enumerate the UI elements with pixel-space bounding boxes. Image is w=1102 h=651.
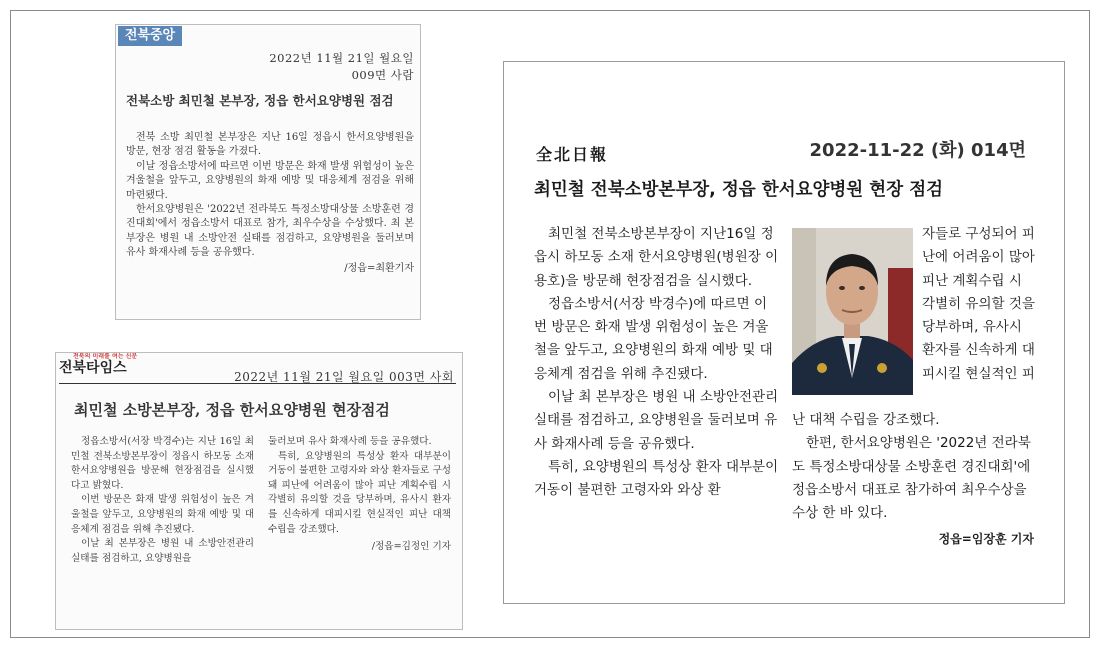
byline: /정읍=김정인 기자 [371, 541, 451, 553]
paragraph: 정읍소방서(서장 박경수)는 지난 16일 최민철 전북소방본부장이 정읍시 하모동 소재 한서요양병원을 방문해 현장점검을 실시했다고 밝혔다. [71, 436, 254, 491]
byline: /정읍=최환기자 [344, 262, 414, 274]
paragraph: 둘러보며 유사 화재사례 등을 공유했다. [268, 436, 432, 447]
article-body [126, 131, 414, 276]
news-clip-jeonbuk-jungang [115, 24, 421, 320]
page-section: 009면 사람 [351, 68, 414, 82]
publication-date: 2022년 11월 21일 월요일 003면 사회 [234, 370, 454, 384]
paragraph: 특히, 요양병원의 특성상 환자 대부분이 거동이 불편한 고령자와 와상 환 [534, 458, 779, 499]
article-body-lower [792, 409, 1037, 525]
newspaper-logo: 全北日報 [536, 145, 609, 164]
header-rule [59, 383, 456, 384]
paragraph: 이날 정읍소방서에 따르면 이번 방문은 화재 발생 위험성이 높은 겨울철을 앞두고, 요양병원의 화재 예방 및 대응체계 점검을 위해 마련됐다. [126, 160, 414, 201]
logo-tagline: 전북의 미래를 여는 신문 [73, 353, 138, 360]
news-clip-jeonbuk-ilbo [503, 61, 1065, 604]
article-headline: 최민철 소방본부장, 정읍 한서요양병원 현장점검 [74, 401, 390, 419]
column-1 [71, 435, 254, 566]
paragraph: 난 대책 수립을 강조했다. [792, 412, 940, 428]
article-body-left [534, 223, 779, 503]
portrait-image [792, 228, 913, 395]
date-line: 2022년 11월 21일 월요일 [269, 51, 414, 65]
paragraph: 전북 소방 최민철 본부장은 지난 16일 정읍시 한서요양병원을 방문, 현장 점검 활동을 가졌다. [126, 132, 414, 158]
publication-date [269, 50, 414, 84]
paragraph: 이날 최 본부장은 병원 내 소방안전관리 실태를 점검하고, 요양병원을 [71, 538, 254, 564]
publication-date: 2022-11-22 (화) 014면 [809, 140, 1026, 161]
newspaper-logo: 전북중앙 [118, 26, 182, 46]
logo-text: 전북타임스 [59, 360, 127, 376]
paragraph: 정읍소방서(서장 박경수)에 따르면 이번 방문은 화재 발생 위험성이 높은 겨울철을 앞두고, 요양병원의 화재 예방 및 대응체계 점검을 위해 추진됐다. [534, 295, 773, 382]
article-headline: 전북소방 최민철 본부장, 정읍 한서요양병원 점검 [126, 93, 394, 108]
news-clip-jeonbuk-times [55, 352, 463, 630]
article-body-right: 자들로 구성되어 피난에 어려움이 많아 피난 계획수립 시 각별히 유의할 것을 당부하며, 유사시 환자를 신속하게 대피시킬 현실적인 피 [922, 226, 1035, 382]
article-headline: 최민철 전북소방본부장, 정읍 한서요양병원 현장 점검 [534, 180, 944, 200]
paragraph: 한편, 한서요양병원은 '2022년 전라북도 특정소방대상물 소방훈련 경진대회'에 정읍소방서 대표로 참가하여 최우수상을 수상 한 바 있다. [792, 435, 1031, 522]
paragraph: 이번 방문은 화재 발생 위험성이 높은 겨울철을 앞두고, 요양병원의 화재 예방 및 대응체계 점검을 위해 추진됐다. [71, 494, 254, 535]
byline: 정읍=임장훈 기자 [938, 532, 1034, 546]
paragraph: 이날 최 본부장은 병원 내 소방안전관리 실태를 점검하고, 요양병원을 둘러보며 유사 화재사례 등을 공유했다. [534, 389, 779, 452]
article-body [71, 435, 451, 566]
paragraph: 최민철 전북소방본부장이 지난16일 정읍시 하모동 소재 한서요양병원(병원장 이용호)을 방문해 현장점검을 실시했다. [534, 226, 779, 289]
portrait-photo [792, 228, 913, 395]
paragraph: 특히, 요양병원의 특성상 환자 대부분이 거동이 불편한 고령자와 와상 환자들로 구성돼 피난에 어려움이 많아 피난 계획수립 시 각별히 유의할 것을 당부하며, 유사시 환자를 신속하게 대피시킬 현실적인 피난 대책 수립을 강조했다. [268, 450, 451, 535]
paragraph: 한서요양병원은 '2022년 전라북도 특정소방대상물 소방훈련 경진대회'에서 정읍소방서 대표로 참가, 최우수상을 수상했다. 최 본부장은 병원 내 소방안전 실태를 점검하고, 요양병원을 둘러보며 유사 화재사례 등을 공유했다. [126, 204, 414, 259]
newspaper-logo [59, 353, 138, 377]
column-2 [268, 435, 451, 566]
